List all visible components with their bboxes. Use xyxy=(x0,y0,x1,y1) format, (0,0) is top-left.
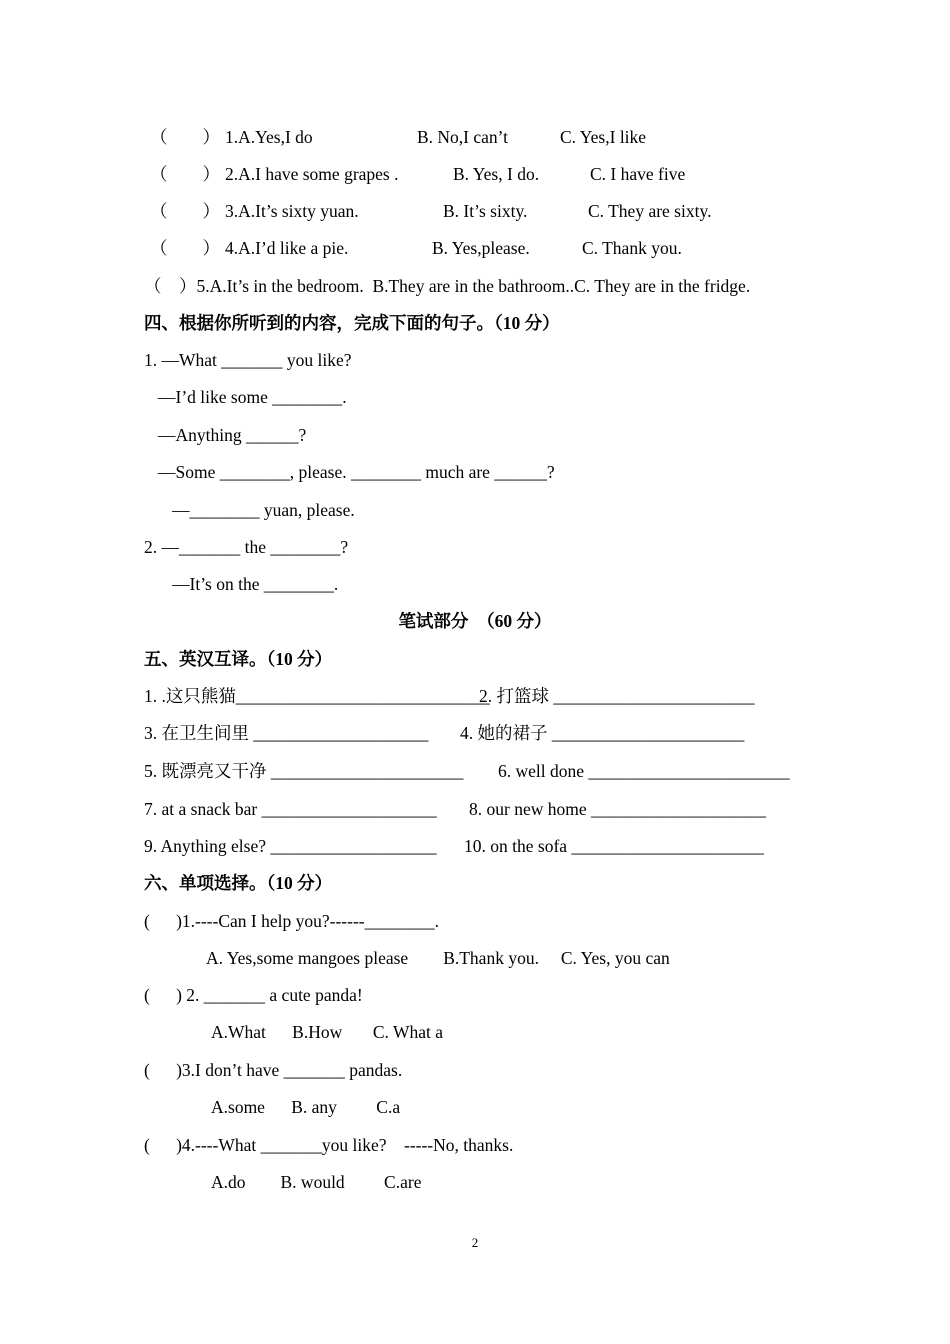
choice-options: A. Yes,some mangoes please B.Thank you. C. Yes, you can xyxy=(206,948,670,968)
section-5-heading: 五、英汉互译。（10 分） xyxy=(144,649,333,669)
translation-item: 8. our new home ____________________ xyxy=(469,799,766,819)
fill-line: 1. —What _______ you like? xyxy=(144,350,352,370)
listening-option-b: B. No,I can’t xyxy=(417,127,509,147)
section-6-heading: 六、单项选择。（10 分） xyxy=(144,873,333,893)
choice-options: A.What B.How C. What a xyxy=(211,1022,444,1042)
listening-option-c: C. Yes,I like xyxy=(560,127,647,147)
choice-options: A.do B. would C.are xyxy=(211,1172,422,1192)
page-number: 2 xyxy=(471,1235,479,1250)
listening-bracket: （ ） xyxy=(150,238,220,258)
translation-item: 9. Anything else? ___________________ xyxy=(144,836,437,856)
translation-item: 6. well done _______________________ xyxy=(498,761,790,781)
listening-option-b: B. It’s sixty. xyxy=(443,201,528,221)
translation-item: 2. 打篮球 _______________________ xyxy=(479,686,755,706)
translation-item: 5. 既漂亮又干净 ______________________ xyxy=(144,761,464,781)
listening-option-a: 2.A.I have some grapes . xyxy=(225,164,399,184)
listening-bracket: （ ） xyxy=(150,127,220,147)
choice-question: ( )4.----What _______you like? -----No, thanks. xyxy=(144,1135,514,1155)
listening-option-c: C. I have five xyxy=(590,164,686,184)
fill-line: 2. —_______ the ________? xyxy=(144,537,349,557)
choice-question: ( ) 2. _______ a cute panda! xyxy=(144,985,363,1005)
fill-line: —________ yuan, please. xyxy=(172,500,355,520)
listening-bracket: （ ） xyxy=(150,164,220,184)
listening-option-a: 1.A.Yes,I do xyxy=(225,127,313,147)
listening-bracket: （ ） xyxy=(150,201,220,221)
listening-option-a: 3.A.It’s sixty yuan. xyxy=(225,201,359,221)
listening-option-b: B. Yes, I do. xyxy=(453,164,540,184)
translation-item: 3. 在卫生间里 ____________________ xyxy=(144,723,429,743)
choice-question: ( )1.----Can I help you?------________. xyxy=(144,911,439,931)
translation-item: 4. 她的裙子 ______________________ xyxy=(460,723,745,743)
listening-question-5: （ ）5.A.It’s in the bedroom. B.They are in the bathroom..C. They are in the fridge. xyxy=(144,276,751,296)
fill-line: —Some ________, please. ________ much are ______? xyxy=(158,462,555,482)
translation-item: 10. on the sofa ______________________ xyxy=(464,836,764,856)
listening-option-c: C. Thank you. xyxy=(582,238,682,258)
fill-line: —I’d like some ________. xyxy=(158,387,347,407)
listening-option-b: B. Yes,please. xyxy=(432,238,530,258)
fill-line: —Anything ______? xyxy=(158,425,307,445)
written-part-title: 笔试部分 （60 分） xyxy=(398,611,552,631)
choice-question: ( )3.I don’t have _______ pandas. xyxy=(144,1060,403,1080)
translation-item: 7. at a snack bar ____________________ xyxy=(144,799,437,819)
choice-options: A.some B. any C.a xyxy=(211,1097,401,1117)
translation-item: 1. .这只熊猫_____________________________ xyxy=(144,686,490,706)
listening-option-a: 4.A.I’d like a pie. xyxy=(225,238,349,258)
listening-option-c: C. They are sixty. xyxy=(588,201,712,221)
fill-line: —It’s on the ________. xyxy=(172,574,339,594)
section-4-heading: 四、根据你所听到的内容，完成下面的句子。（10 分） xyxy=(144,313,560,333)
